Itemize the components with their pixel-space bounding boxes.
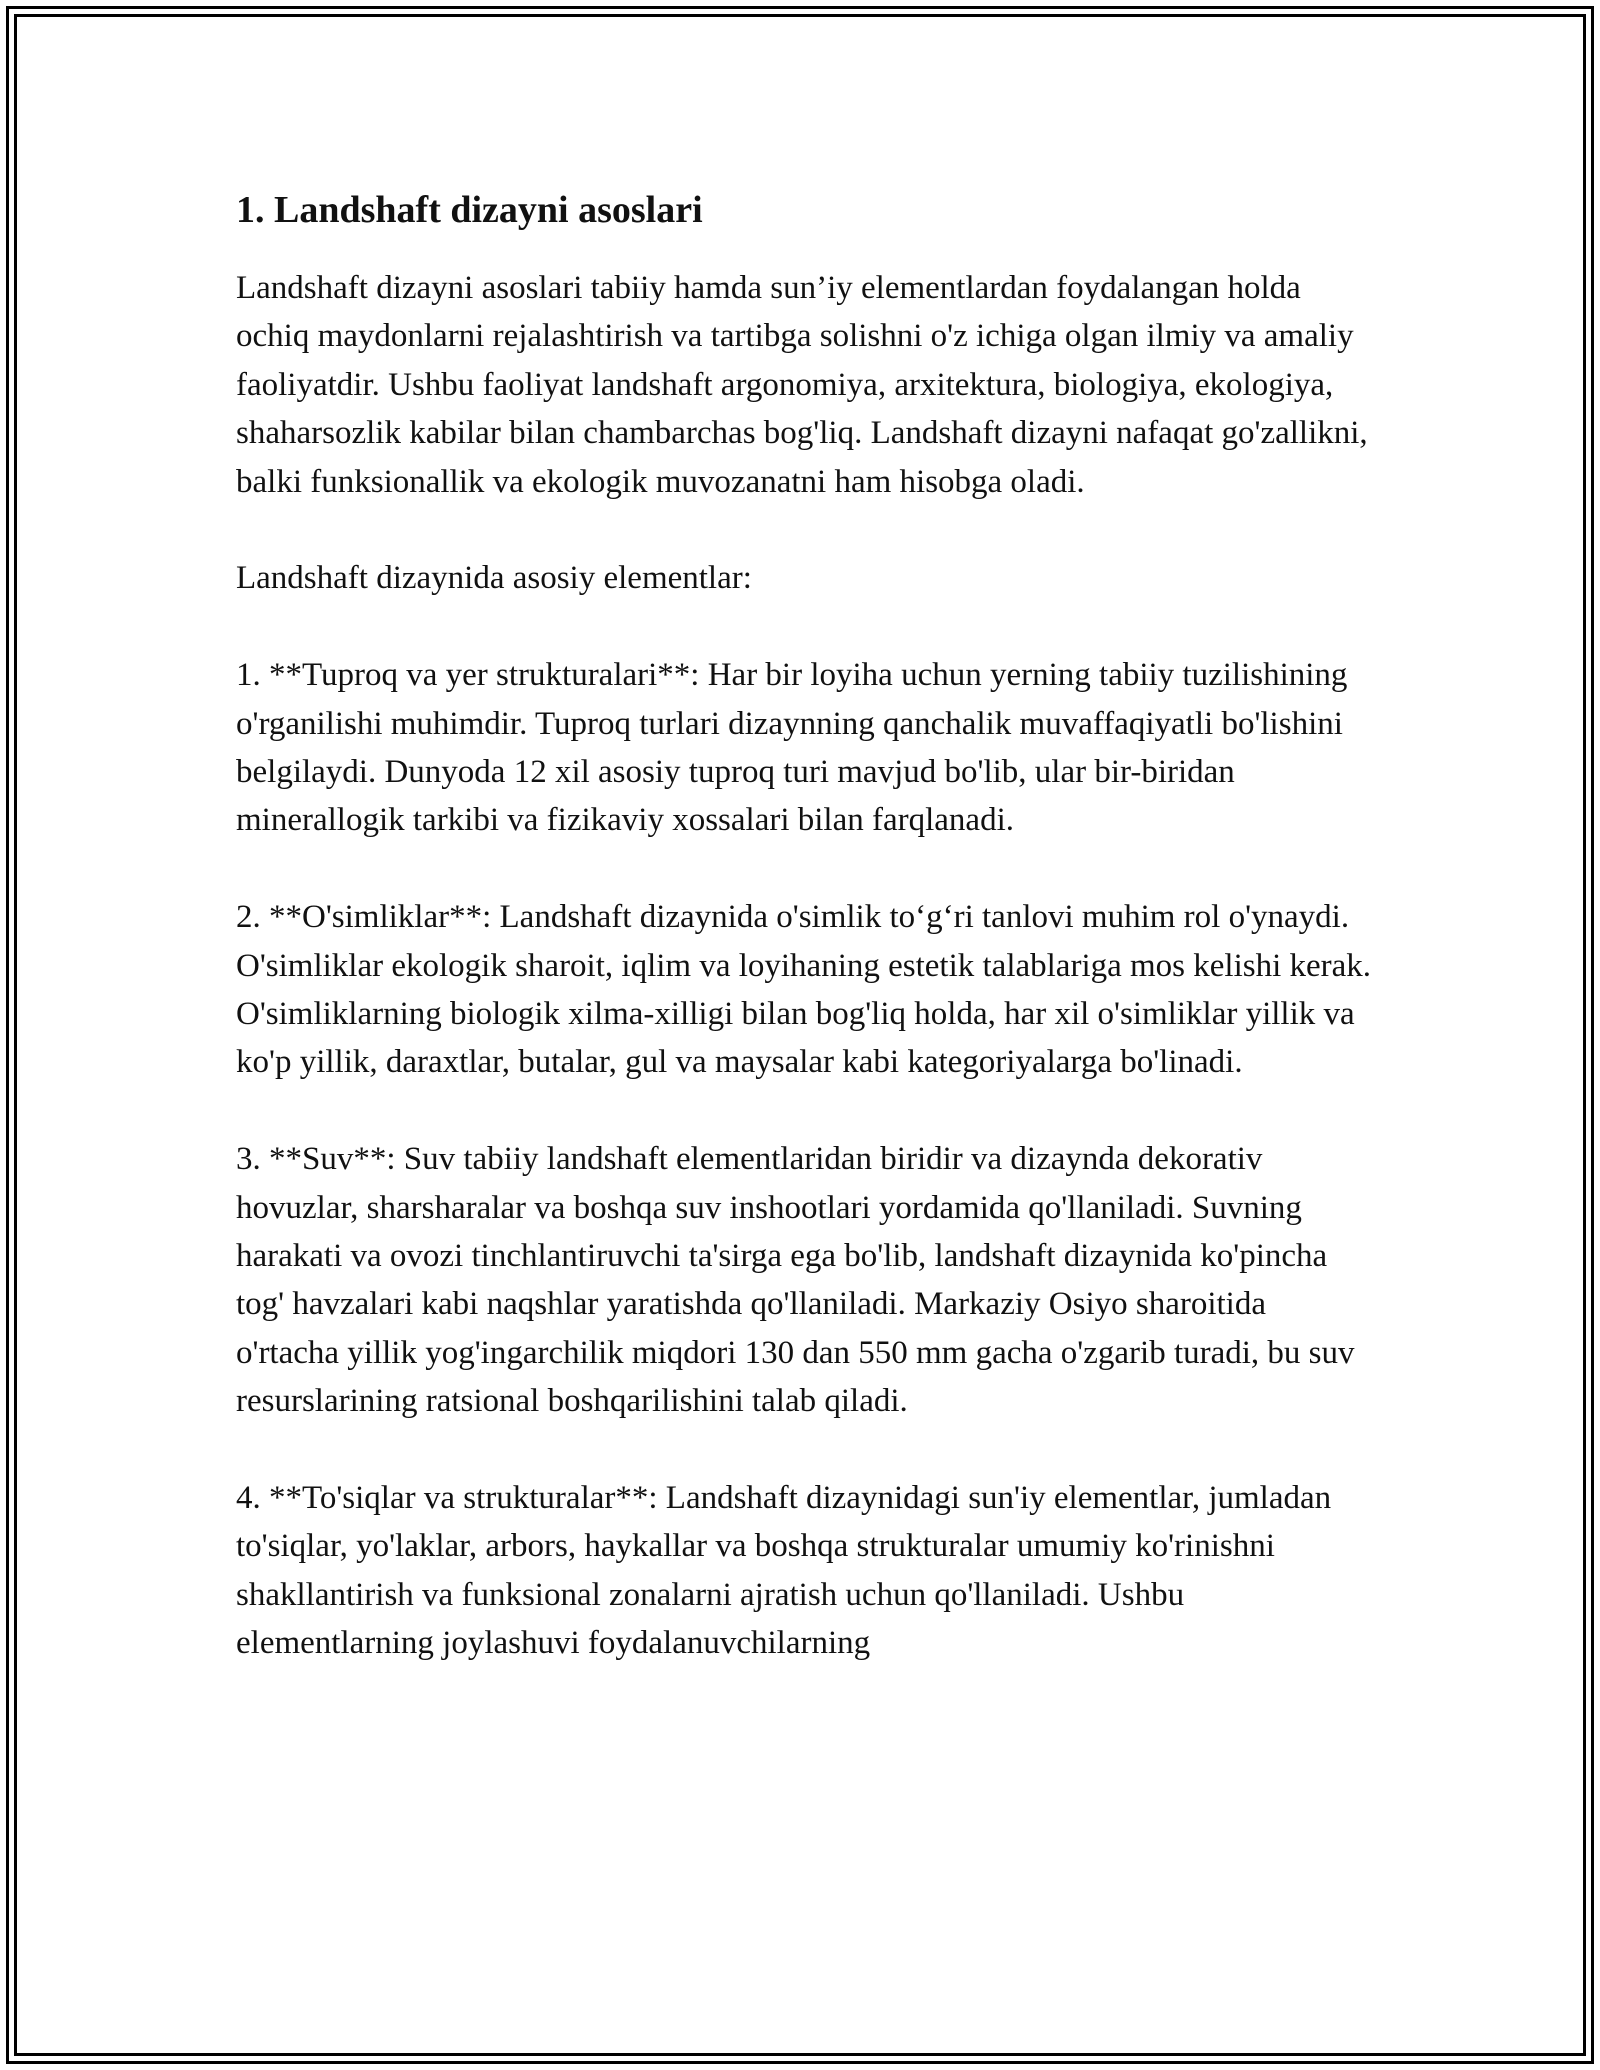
item-water-paragraph: 3. **Suv**: Suv tabiiy landshaft elementlaridan biridir va dizaynda dekorativ hovuzlar, sharsharalar va boshqa suv inshootlari yordamida qo'llaniladi. Suvning harakati va ovozi tinchlantiruvchi ta'sirga ega bo'lib, landshaft dizaynida ko'pincha tog' havzalari kabi naqshlar yaratishda qo'llaniladi. Markaziy Osiyo sharoitida o'rtacha yillik yog'ingarchilik miqdori 130 dan 550 mm gacha o'zgarib turadi, bu suv resurslarining ratsional boshqarilishini talab qiladi. [236,1141,1355,1420]
document-body [236,186,1376,1716]
document-title: 1. Landshaft dizayni asoslari [236,189,703,231]
elements-heading-paragraph: Landshaft dizaynida asosiy elementlar: [236,560,752,597]
item-soil-paragraph: 1. **Tuproq va yer strukturalari**: Har bir loyiha uchun yerning tabiiy tuzilishining o'rganilishi muhimdir. Tuproq turlari dizaynning qanchalik muvaffaqiyatli bo'lishini belgilaydi. Dunyoda 12 xil asosiy tuproq turi mavjud bo'lib, ular bir-biridan minerallogik tarkibi va fizikaviy xossalari bilan farqlanadi. [236,657,1348,839]
item-plants-paragraph: 2. **O'simliklar**: Landshaft dizaynida o'simlik to‘g‘ri tanlovi muhim rol o'ynaydi. O'simliklar ekologik sharoit, iqlim va loyihaning estetik talablariga mos kelishi kerak. O'simliklarning biologik xilma-xilligi bilan bog'liq holda, har xil o'simliklar yillik va ko'p yillik, daraxtlar, butalar, gul va maysalar kabi kategoriyalarga bo'linadi. [236,899,1372,1081]
item-structures-paragraph: 4. **To'siqlar va strukturalar**: Landshaft dizaynidagi sun'iy elementlar, jumladan to'siqlar, yo'laklar, arbors, haykallar va boshqa strukturalar umumiy ko'rinishni shakllantirish va funksional zonalarni ajratish uchun qo'llaniladi. Ushbu elementlarning joylashuvi foydalanuvchilarning [236,1480,1332,1662]
intro-paragraph: Landshaft dizayni asoslari tabiiy hamda sun’iy elementlardan foydalangan holda ochiq maydonlarni rejalashtirish va tartibga solishni o'z ichiga olgan ilmiy va amaliy faoliyatdir. Ushbu faoliyat landshaft argonomiya, arxitektura, biologiya, ekologiya, shaharsozlik kabilar bilan chambarchas bog'liq. Landshaft dizayni nafaqat go'zallikni, balki funksionallik va ekologik muvozanatni ham hisobga oladi. [236,270,1368,500]
